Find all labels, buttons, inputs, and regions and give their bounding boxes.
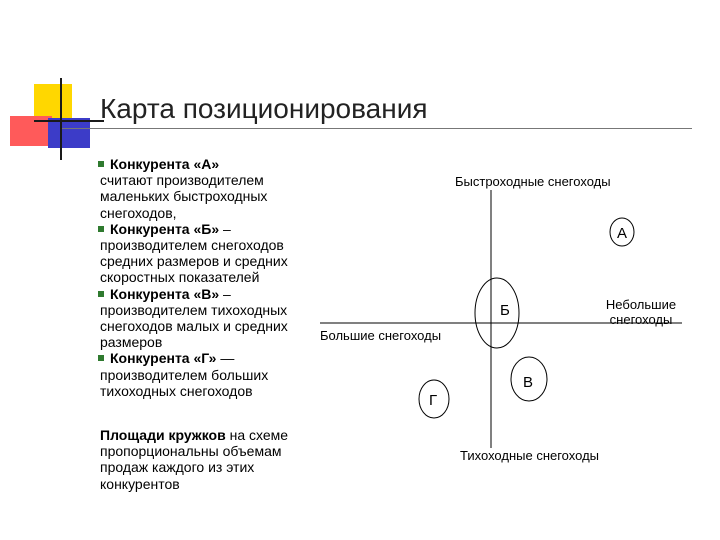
circle-v-label: В [523,374,534,391]
competitor-g-text: — производителем больших тихоходных снегоходов [100,350,269,399]
competitor-b-name: Конкурента «Б» [110,220,220,237]
competitor-v-text: – производителем тихоходных снегоходов малых и средних размеров [100,285,288,351]
axis-label-right [598,297,684,327]
axis-label-left: Большие снегоходы [320,328,442,343]
competitor-v-name: Конкурента «В» [110,285,220,302]
circle-b-label: Б [500,302,510,319]
circle-b [475,278,519,348]
competitor-g-name: Конкурента «Г» [110,350,217,367]
axis-label-right-line2: снегоходы [609,312,673,327]
axis-label-bottom: Тихоходные снегоходы [460,448,599,463]
competitor-b-text: – производителем снегоходов средних размеров и средних скоростных показателей [100,220,288,286]
slide-title: Карта позиционирования [100,93,428,124]
circle-g-label: Г [429,392,438,409]
note-rest: на схеме пропорциональны объемам продаж каждого из этих конкурентов [100,427,289,492]
note-bold: Площади кружков [100,427,226,444]
competitor-a-text: считают производителем маленьких быстроходных снегоходов, [100,172,268,221]
competitor-a-name: Конкурента «А» [110,156,220,172]
axis-label-right-line1: Небольшие [605,297,677,312]
circle-a-label: А [617,225,628,242]
axis-label-top: Быстроходные снегоходы [455,174,611,189]
